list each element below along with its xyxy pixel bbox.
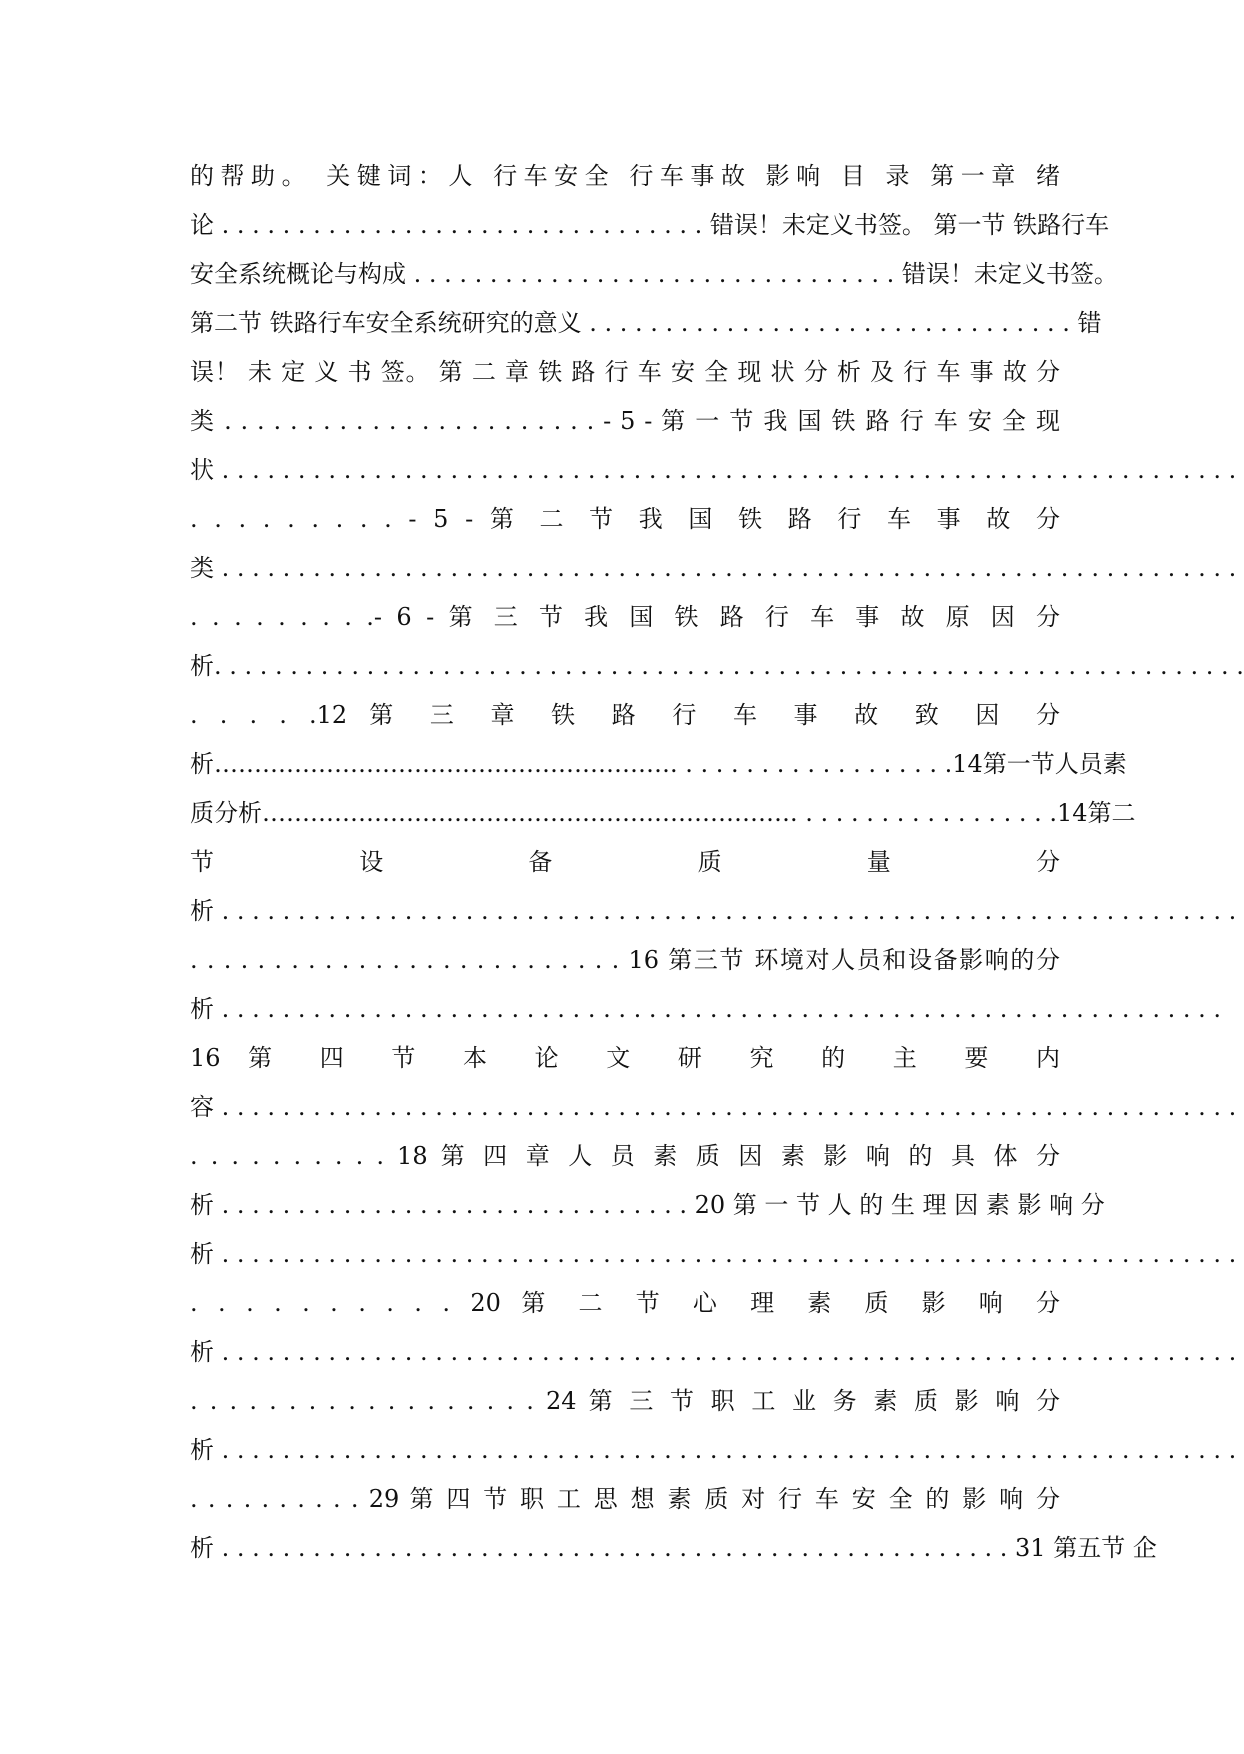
text-line: 析 . . . . . . . . . . . . . . . . . . . . . . . . . . . . . . . . . . . . . . . . . . . . . . . . . . . . . . . . . . . . . . . . . . . xyxy=(190,897,1237,925)
text-line: . . . . . . . . . . 29 第 四 节 职 工 思 想 素 质 对 行 车 安 全 的 影 响 分 xyxy=(190,1485,1060,1513)
text-line: 质分析…………………………………………………………. . . . . . . . . . . . . . . . . .14第二 xyxy=(190,799,1136,827)
table-of-contents-text xyxy=(190,152,1244,1573)
text-line: 状 . . . . . . . . . . . . . . . . . . . . . . . . . . . . . . . . . . . . . . . . . . . . . . . . . . . . . . . . . . . . . . . . . . . xyxy=(190,456,1237,484)
text-line: . . . . . . . . . - 5 - 第 二 节 我 国 铁 路 行 车 事 故 分 xyxy=(190,505,1060,533)
text-line: 论 . . . . . . . . . . . . . . . . . . . . . . . . . . . . . . . . 错误！未定义书签。 第一节 铁路行车 xyxy=(190,211,1110,239)
text-line: . . . . . . . . .- 6 - 第 三 节 我 国 铁 路 行 车 事 故 原 因 分 xyxy=(190,603,1060,631)
text-line: 安全系统概论与构成 . . . . . . . . . . . . . . . . . . . . . . . . . . . . . . . . 错误！未定义书签。 xyxy=(190,260,1118,288)
text-line: . . . . . . . . . . 20 第 二 节 心 理 素 质 影 响 分 xyxy=(190,1289,1060,1317)
text-line: 析 . . . . . . . . . . . . . . . . . . . . . . . . . . . . . . . . . . . . . . . . . . . . . . . . . . . . 31 第五节 企 xyxy=(190,1534,1157,1562)
text-line: 16 第 四 节 本 论 文 研 究 的 主 要 内 xyxy=(190,1044,1060,1072)
text-line: 第二节 铁路行车安全系统研究的意义 . . . . . . . . . . . . . . . . . . . . . . . . . . . . . . . . 错 xyxy=(190,309,1102,337)
text-line: 析 . . . . . . . . . . . . . . . . . . . . . . . . . . . . . . . . . . . . . . . . . . . . . . . . . . . . . . . . . . . . . . . . . . . xyxy=(190,1240,1237,1268)
text-line: . . . . . . . . . . . . . . . . . . 24 第 三 节 职 工 业 务 素 质 影 响 分 xyxy=(190,1387,1060,1415)
text-line: 的帮助。 关键词：人 行车安全 行车事故 影响 目 录 第一章 绪 xyxy=(190,162,1060,190)
text-line: 误！ 未 定 义 书 签。 第 二 章 铁 路 行 车 安 全 现 状 分 析 及 行 车 事 故 分 xyxy=(190,358,1060,386)
text-line: 析 . . . . . . . . . . . . . . . . . . . . . . . . . . . . . . . . . . . . . . . . . . . . . . . . . . . . . . . . . . . . . . . . . . . xyxy=(190,1436,1237,1464)
text-line: . . . . . . . . . . 18 第 四 章 人 员 素 质 因 素 影 响 的 具 体 分 xyxy=(190,1142,1060,1170)
text-line: 析 . . . . . . . . . . . . . . . . . . . . . . . . . . . . . . . 20 第 一 节 人 的 生 理 因 素 影 响 分 xyxy=(190,1191,1105,1219)
text-line: . . . . . . . . . . . . . . . . . . . . . . . . . . 16 第三节 环境对人员和设备影响的分 xyxy=(190,946,1060,974)
text-line: 类 . . . . . . . . . . . . . . . . . . . . . . . - 5 - 第 一 节 我 国 铁 路 行 车 安 全 现 xyxy=(190,407,1060,435)
text-line: 析. . . . . . . . . . . . . . . . . . . . . . . . . . . . . . . . . . . . . . . . . . . . . . . . . . . . . . . . . . . . . . . . . . . . xyxy=(190,652,1244,680)
text-line: 节 设 备 质 量 分 xyxy=(190,848,1060,876)
text-line: 析 . . . . . . . . . . . . . . . . . . . . . . . . . . . . . . . . . . . . . . . . . . . . . . . . . . . . . . . . . . . . . . . . . . . xyxy=(190,1338,1237,1366)
text-line: . . . . .12 第 三 章 铁 路 行 车 事 故 致 因 分 xyxy=(190,701,1060,729)
text-line: 容 . . . . . . . . . . . . . . . . . . . . . . . . . . . . . . . . . . . . . . . . . . . . . . . . . . . . . . . . . . . . . . . . . . . xyxy=(190,1093,1237,1121)
text-line: 析 . . . . . . . . . . . . . . . . . . . . . . . . . . . . . . . . . . . . . . . . . . . . . . . . . . . . . . . . . . . . . . . . . . xyxy=(190,995,1222,1023)
text-line: 类 . . . . . . . . . . . . . . . . . . . . . . . . . . . . . . . . . . . . . . . . . . . . . . . . . . . . . . . . . . . . . . . . . . . xyxy=(190,554,1237,582)
text-line: 析…………………………………………………. . . . . . . . . . . . . . . . . . .14第一节人员素 xyxy=(190,750,1127,778)
